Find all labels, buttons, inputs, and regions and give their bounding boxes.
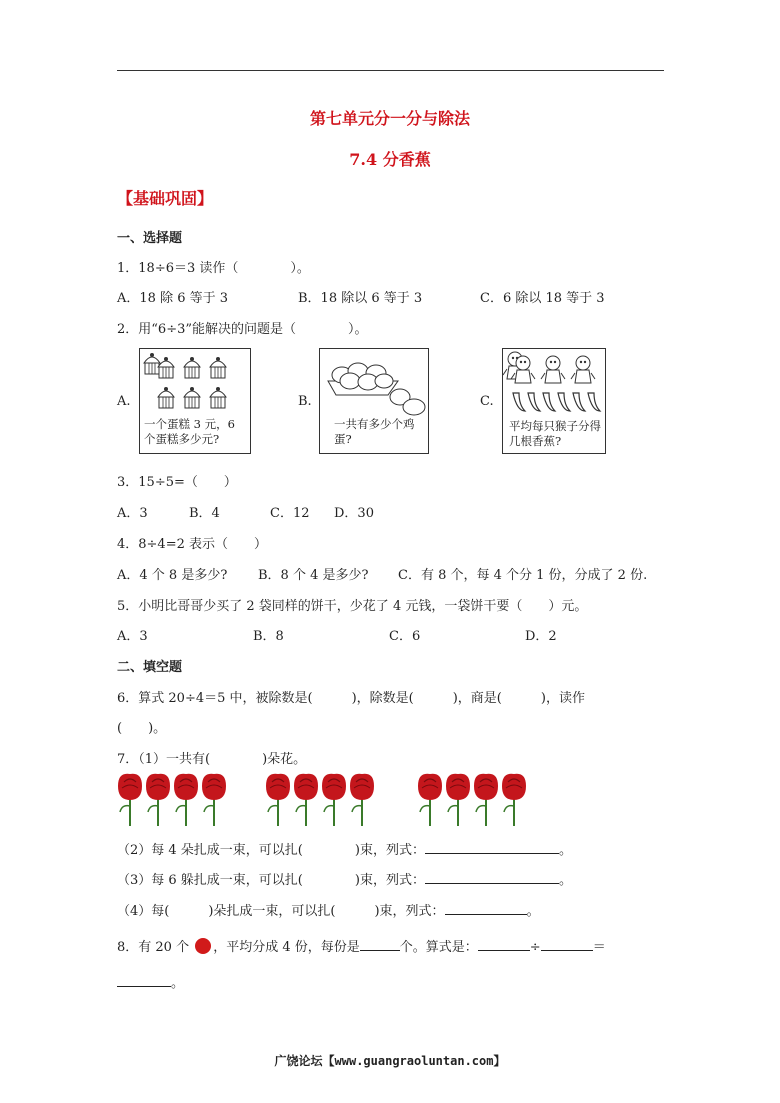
q4-stem: 4．8÷4=2 表示（ ） xyxy=(117,537,268,552)
q5-option-b: B．8 xyxy=(253,629,284,644)
cupcakes-picture xyxy=(140,351,250,413)
q7-stem: 7．（1）一共有( )朵花。 xyxy=(117,752,307,767)
q7-sub3-text: （3）每 6 躲扎成一束，可以扎( )束，列式： xyxy=(117,873,425,888)
flowers-picture xyxy=(116,772,546,828)
part1-heading: 一、选择题 xyxy=(117,231,183,246)
q8-quotient-blank[interactable] xyxy=(117,974,171,987)
q1-stem: 1．18÷6＝3 读作（ ）。 xyxy=(117,261,310,276)
red-dot-icon xyxy=(195,938,211,954)
part2-heading: 二、填空题 xyxy=(117,660,183,675)
page-subtitle: 7.4 分香蕉 xyxy=(349,150,431,169)
q2-stem: 2．用“6÷3”能解决的问题是（ ）。 xyxy=(117,322,368,337)
q8-div-sign: ÷ xyxy=(529,940,541,955)
q2-option-c-label: C. xyxy=(480,394,494,409)
q7-sub4-end: 。 xyxy=(526,904,540,919)
q7-sub2-answer-blank[interactable] xyxy=(425,841,559,854)
q3-option-d: D．30 xyxy=(334,506,374,521)
q2-option-c-caption: 平均每只猴子分得几根香蕉? xyxy=(509,419,601,448)
q7-sub3-end: 。 xyxy=(558,873,572,888)
q7-sub4-answer-blank[interactable] xyxy=(445,902,527,915)
q5-option-d: D．2 xyxy=(525,629,557,644)
q2-option-b-caption: 一共有多少个鸡蛋? xyxy=(334,417,415,446)
q1-option-a: A．18 除 6 等于 3 xyxy=(117,291,229,306)
monkeys-bananas-picture xyxy=(503,349,605,419)
q3-option-b: B．4 xyxy=(189,506,220,521)
q2-option-c-card xyxy=(502,348,606,454)
q7-sub4 xyxy=(117,900,540,919)
q7-sub3-answer-blank[interactable] xyxy=(425,871,559,884)
q2-option-b-label: B. xyxy=(298,394,312,409)
q1-option-c: C．6 除以 18 等于 3 xyxy=(480,291,605,306)
q5-stem: 5．小明比哥哥少买了 2 袋同样的饼干，少花了 4 元钱，一袋饼干要（ ）元。 xyxy=(117,599,588,614)
q6-line2: ( )。 xyxy=(117,721,167,736)
q7-sub3 xyxy=(117,869,572,888)
q8-line2 xyxy=(117,972,184,991)
header-rule xyxy=(117,70,664,71)
q8-line1 xyxy=(117,936,606,955)
q4-option-c: C．有 8 个，每 4 个分 1 份，分成了 2 份. xyxy=(398,568,648,583)
q6-line1: 6．算式 20÷4＝5 中，被除数是( )，除数是( )，商是( )，读作 xyxy=(117,691,585,706)
q5-option-a: A．3 xyxy=(117,629,148,644)
q3-option-a: A．3 xyxy=(117,506,148,521)
q8-divisor-blank[interactable] xyxy=(541,938,593,951)
q8-each-blank[interactable] xyxy=(360,938,400,951)
section-basic: 【基础巩固】 xyxy=(117,189,214,208)
q2-option-a-caption: 一个蛋糕 3 元，6 个蛋糕多少元? xyxy=(144,417,235,446)
q2-option-a-card xyxy=(139,348,251,454)
page-title: 第七单元分一分与除法 xyxy=(309,109,470,128)
q7-sub4-text: （4）每( )朵扎成一束，可以扎( )束，列式： xyxy=(117,904,445,919)
q2-option-a-label: A. xyxy=(117,394,131,409)
q8-middle: ，平均分成 4 份，每份是 xyxy=(213,940,360,955)
q4-option-a: A．4 个 8 是多少? xyxy=(117,568,228,583)
q8-end: 。 xyxy=(171,976,185,991)
q8-dividend-blank[interactable] xyxy=(478,938,530,951)
q8-prefix: 8．有 20 个 xyxy=(117,940,190,955)
q2-option-b-card xyxy=(319,348,429,454)
q5-option-c: C．6 xyxy=(389,629,421,644)
eggs-picture xyxy=(320,349,428,419)
footer xyxy=(0,1052,780,1069)
footer-url[interactable]: 【www.guangraoluntan.com】 xyxy=(322,1054,506,1068)
q7-sub2-end: 。 xyxy=(558,843,572,858)
q7-sub2 xyxy=(117,839,572,858)
q7-sub2-text: （2）每 4 朵扎成一束，可以扎( )束，列式： xyxy=(117,843,425,858)
q8-eq-sign: ＝ xyxy=(592,940,606,955)
q4-option-b: B．8 个 4 是多少? xyxy=(258,568,369,583)
q1-option-b: B．18 除以 6 等于 3 xyxy=(298,291,423,306)
q3-stem: 3．15÷5=（ ） xyxy=(117,475,237,490)
footer-site-name: 广饶论坛 xyxy=(274,1054,323,1068)
q8-after1: 个。算式是： xyxy=(399,940,478,955)
q3-option-c: C．12 xyxy=(270,506,310,521)
